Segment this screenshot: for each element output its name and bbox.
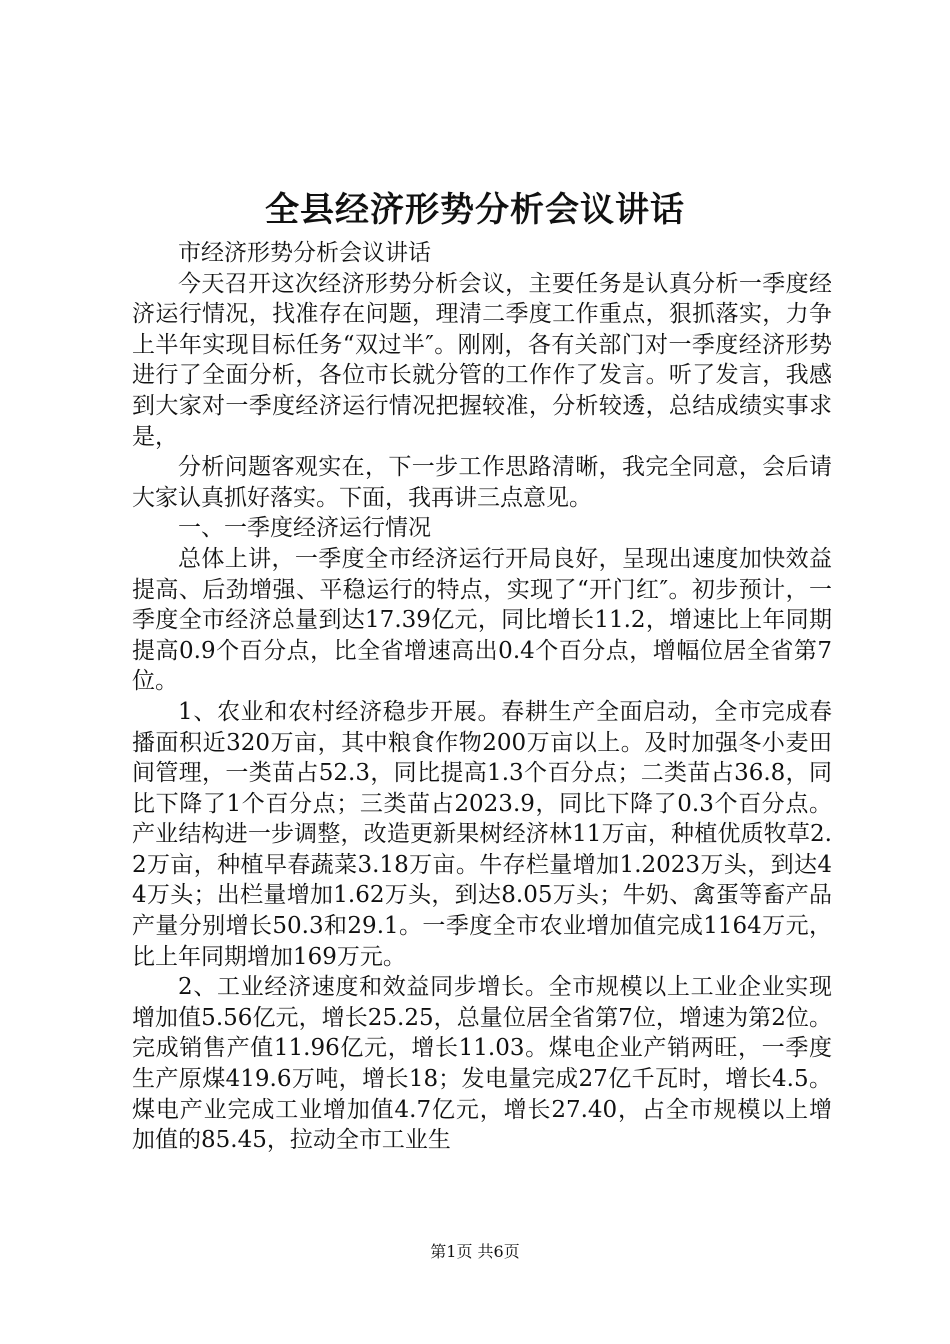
document-title: 全县经济形势分析会议讲话 (265, 190, 685, 230)
page-footer: 第1页 共6页 (430, 1242, 520, 1261)
paragraph-analysis: 分析问题客观实在，下一步工作思路清晰，我完全同意，会后请大家认真抓好落实。下面，我再讲三点意见。 (132, 454, 832, 511)
paragraph-industry: 2、工业经济速度和效益同步增长。全市规模以上工业企业实现增加值5.56亿元，增长25.25，总量位居全省第7位，增速为第2位。完成销售产值11.96亿元，增长11.03。煤电企业产销两旺，一季度生产原煤419.6万吨，增长18；发电量完成27亿千瓦时，增长4.5。煤电产业完成工业增加值4.7亿元，增长27.40，占全市规模以上增加值的85.45，拉动全市工业生 (132, 974, 832, 1154)
paragraph-opening: 今天召开这次经济形势分析会议，主要任务是认真分析一季度经济运行情况，找准存在问题，理清二季度工作重点，狠抓落实，力争上半年实现目标任务“双过半″。刚刚，各有关部门对一季度经济形势进行了全面分析，各位市长就分管的工作作了发言。听了发言，我感到大家对一季度经济运行情况把握较准，分析较透，总结成绩实事求是， (132, 270, 832, 450)
paragraph-agriculture: 1、农业和农村经济稳步开展。春耕生产全面启动，全市完成春播面积近320万亩，其中粮食作物200万亩以上。及时加强冬小麦田间管理，一类苗占52.3，同比提高1.3个百分点；二类苗占36.8，同比下降了1个百分点；三类苗占2023.9，同比下降了0.3个百分点。产业结构进一步调整，改造更新果树经济林11万亩，种植优质牧草2.2万亩，种植早春蔬菜3.18万亩。牛存栏量增加1.2023万头，到达44万头；出栏量增加1.62万头，到达8.05万头；牛奶、禽蛋等畜产品产量分别增长50.3和29.1。一季度全市农业增加值完成1164万元，比上年同期增加169万元。 (132, 698, 832, 970)
document-body (132, 238, 832, 1156)
paragraph-subtitle: 市经济形势分析会议讲话 (178, 240, 431, 266)
paragraph-overview: 总体上讲，一季度全市经济运行开局良好，呈现出速度加快效益提高、后劲增强、平稳运行的特点，实现了“开门红″。初步预计，一季度全市经济总量到达17.39亿元，同比增长11.2，增速比上年同期提高0.9个百分点，比全省增速高出0.4个百分点，增幅位居全省第7位。 (132, 545, 832, 695)
section-heading-1: 一、一季度经济运行情况 (178, 515, 431, 542)
